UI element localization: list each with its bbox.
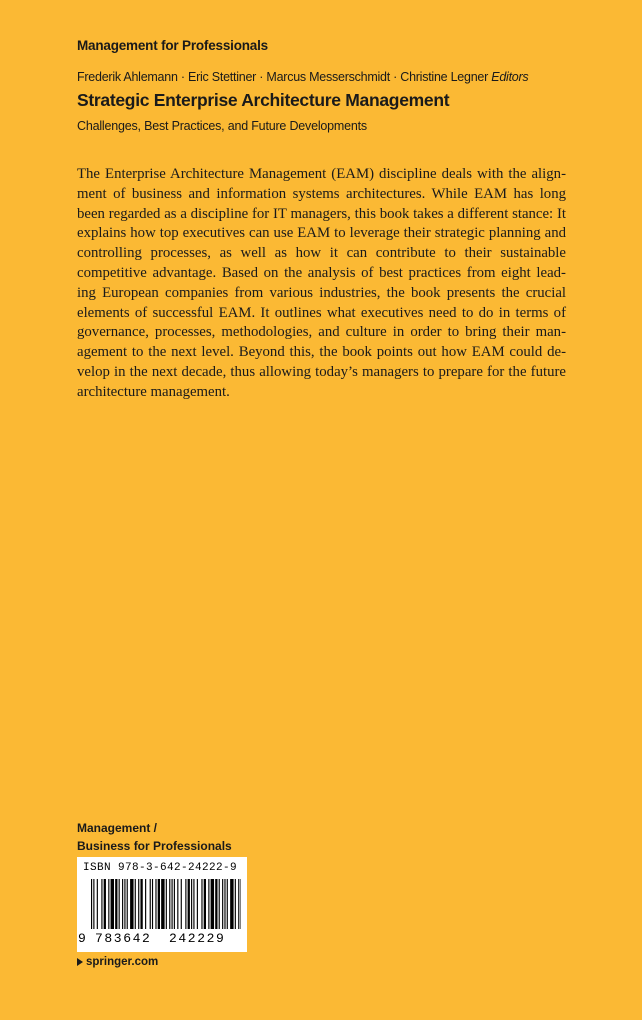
barcode-bar [93, 879, 94, 929]
barcode-bar [169, 879, 170, 929]
arrow-right-icon [77, 958, 83, 966]
isbn-barcode [77, 857, 247, 952]
barcode-bar [235, 879, 236, 929]
barcode-bar [111, 879, 114, 929]
barcode-bar [145, 879, 146, 929]
barcode-bar [122, 879, 123, 929]
barcode-bar [101, 879, 102, 929]
blurb-line: agement to the next level. Beyond this, the book points out how EAM could de- [77, 344, 566, 361]
barcode-bar [152, 879, 153, 929]
barcode-bar [197, 879, 198, 929]
barcode-bar [119, 879, 120, 929]
barcode-bar [227, 879, 228, 929]
barcode-bar [127, 879, 128, 929]
barcode-bar [191, 879, 192, 929]
barcode-bar [238, 879, 239, 929]
category-line-1: Management / [77, 821, 158, 835]
isbn-label: ISBN 978-3-642-24222-9 [83, 862, 238, 874]
barcode-bar [97, 879, 98, 929]
editor-names: Frederik Ahlemann · Eric Stettiner · Marcus Messerschmidt · Christine Legner [77, 70, 489, 84]
blurb-line: governance, processes, methodologies, and culture in order to bring their man- [77, 324, 566, 341]
blurb-line: architecture management. [77, 383, 230, 400]
barcode-bar [172, 879, 173, 929]
barcode-bar [108, 879, 109, 929]
ean-first-digit: 9 [78, 931, 86, 946]
barcode-bar [155, 879, 156, 929]
series-name: Management for Professionals [77, 38, 268, 53]
book-title: Strategic Enterprise Architecture Management [77, 90, 450, 110]
publisher-url: springer.com [86, 956, 159, 968]
blurb-line: It explains how top executives can use EAM to leverage their strategic planning [77, 205, 566, 242]
barcode-bar [181, 879, 182, 929]
barcode-bar [177, 879, 178, 929]
category-line-2: Business for Professionals [77, 839, 232, 853]
ean-right-digits: 242229 [169, 931, 226, 946]
barcode-bar [140, 879, 142, 929]
barcode-bars-icon [91, 879, 241, 929]
ean-left-digits: 783642 [95, 931, 152, 946]
barcode-bar [208, 879, 209, 929]
barcode-bar [193, 879, 194, 929]
barcode-bar [150, 879, 151, 929]
barcode-bar [91, 879, 92, 929]
barcode-bar [135, 879, 136, 929]
barcode-bar [241, 879, 242, 929]
book-subtitle: Challenges, Best Practices, and Future Developments [77, 119, 367, 133]
blurb-line: been regarded as a discipline for IT managers, this book takes a different stance: [77, 205, 554, 222]
barcode-bar [211, 879, 214, 929]
barcode-bar [130, 879, 133, 929]
barcode-bar [204, 879, 206, 929]
book-description [77, 165, 566, 403]
blurb-line: ment of business and information systems architectures. While EAM has long [77, 185, 566, 202]
blurb-line: The Enterprise Architecture Management (EAM) discipline deals with the align- [77, 166, 566, 182]
barcode-bar [158, 879, 160, 929]
barcode-bar [138, 879, 139, 929]
barcode-bar [185, 879, 186, 929]
publisher-link[interactable] [77, 956, 158, 968]
barcode-bar [166, 879, 167, 929]
blurb-line: competitive advantage. Based on the analysis of best practices from eight lead- [77, 264, 566, 281]
barcode-bar [219, 879, 220, 929]
barcode-bar [224, 879, 225, 929]
subject-category [77, 819, 232, 855]
barcode-bar [188, 879, 190, 929]
barcode-bar [104, 879, 106, 929]
barcode-bar [201, 879, 202, 929]
editors-role: Editors [491, 70, 529, 84]
barcode-bar [215, 879, 217, 929]
barcode-bar [222, 879, 223, 929]
barcode-bar [230, 879, 233, 929]
blurb-line: and controlling processes, as well as how it can contribute to their sustainable [77, 225, 566, 262]
blurb-line: ing European companies from various industries, the book presents the crucial [77, 284, 566, 301]
barcode-bar [124, 879, 125, 929]
barcode-bar [161, 879, 164, 929]
blurb-line: velop in the next decade, thus allowing today’s managers to prepare for the future [77, 363, 566, 380]
blurb-line: elements of successful EAM. It outlines what executives need to do in terms of [77, 304, 566, 321]
barcode-bar [115, 879, 117, 929]
editors-line [77, 70, 617, 84]
barcode-bar [174, 879, 175, 929]
